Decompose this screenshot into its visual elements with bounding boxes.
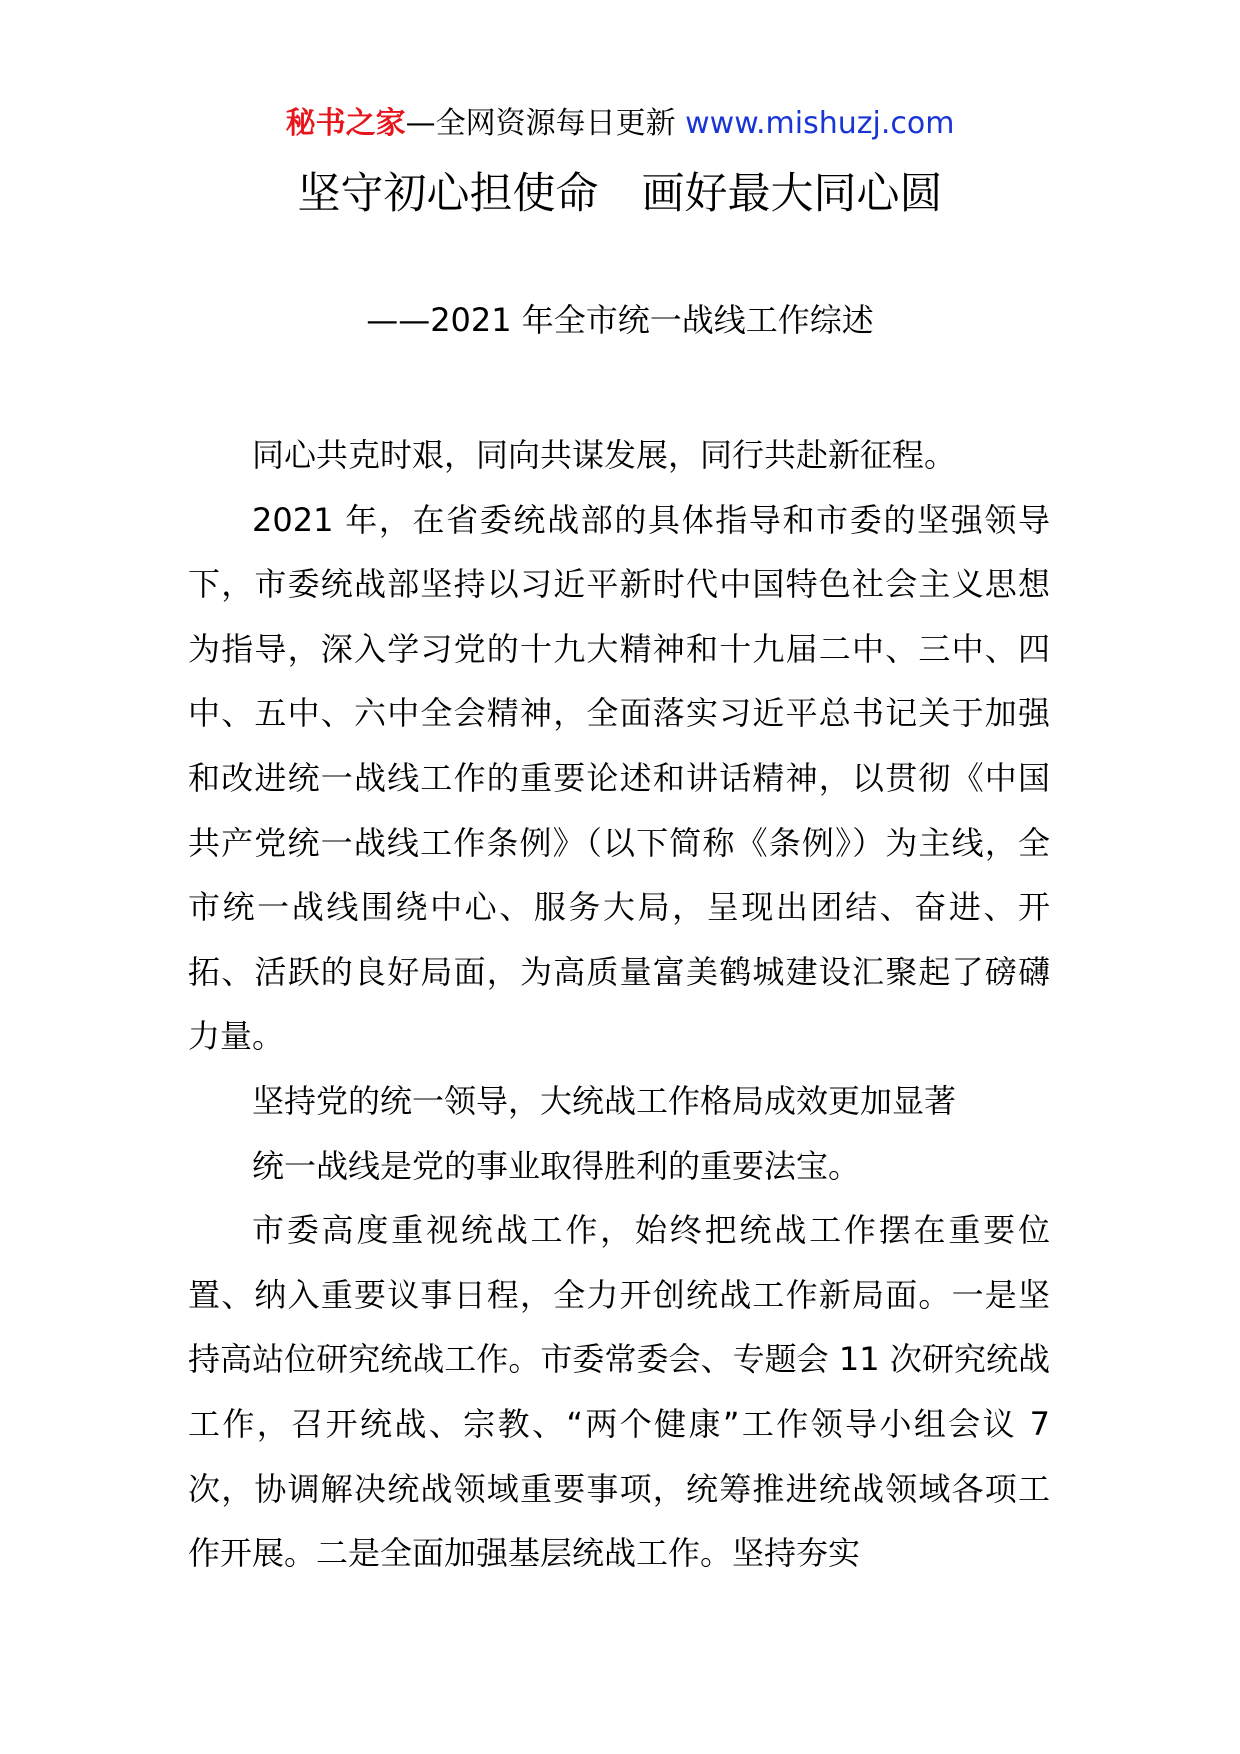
document-title: 坚守初心担使命 画好最大同心圆 [297,169,943,219]
document-subtitle: ——2021 年全市统一战线工作综述 [366,301,874,339]
document-body [188,423,1050,1586]
body-paragraph: 市委高度重视统战工作，始终把统战工作摆在重要位置、纳入重要议事日程，全力开创统战工作新局面。一是坚持高站位研究统战工作。市委常委会、专题会 11 次研究统战工作，召开统战、宗教、“两个健康”工作领导小组会议 7 次，协调解决统战领域重要事项，统筹推进统战领域各项工作开展。二是全面加强基层统战工作。坚持夯实 [188,1211,1050,1573]
site-url-link[interactable]: www.mishuzj.com [685,106,955,141]
brand-name: 秘书之家 [285,106,406,141]
body-paragraph: 统一战线是党的事业取得胜利的重要法宝。 [252,1146,861,1185]
body-paragraph: 2021 年，在省委统战部的具体指导和市委的坚强领导下，市委统战部坚持以习近平新时代中国特色社会主义思想为指导，深入学习党的十九大精神和十九届二中、三中、四中、五中、六中全会精神，全面落实习近平总书记关于加强和改进统一战线工作的重要论述和讲话精神，以贯彻《中国共产党统一战线工作条例》（以下简称《条例》）为主线，全市统一战线围绕中心、服务大局，呈现出团结、奋进、开拓、活跃的良好局面，为高质量富美鹤城建设汇聚起了磅礴力量。 [188,500,1050,1056]
body-paragraph: 同心共克时艰，同向共谋发展，同行共赴新征程。 [252,436,957,474]
site-header [0,104,1240,144]
section-heading: 坚持党的统一领导，大统战工作格局成效更加显著 [252,1081,957,1120]
header-tagline: —全网资源每日更新 [405,106,686,141]
